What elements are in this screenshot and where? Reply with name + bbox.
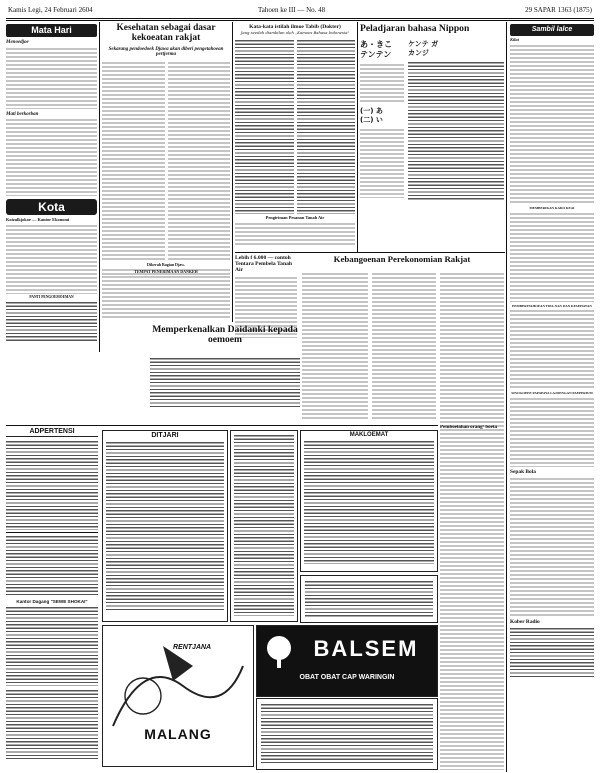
malang-ad: [102, 625, 254, 767]
pemboelahan-title: Pemboelahan orang² boeta: [440, 425, 498, 430]
column-5: [510, 22, 594, 772]
istilah-list-right: [297, 39, 356, 214]
nippon-vocabulary: [408, 61, 504, 201]
adpertensi-column: [6, 428, 98, 768]
mata-hari-header: Mata Hari: [6, 24, 97, 37]
section-mati-berkorban-body: [6, 118, 97, 196]
notice-lajoengan-body: [510, 397, 594, 467]
kebangoenan-col-a: [302, 272, 368, 420]
headline-kebangoenan: Kebangoenan Perekonomian Rakjat: [333, 255, 471, 264]
small-ad-right: [300, 575, 438, 623]
nippon-lesson-2: [360, 128, 404, 198]
nippon-lesson-1: [360, 63, 404, 103]
pemboelahan-title-block: [440, 425, 504, 437]
notice-kesehatan-body: [510, 309, 594, 389]
masthead: [8, 6, 592, 18]
subhead-kesehatan: Sekarang pendoedoek Djawa akan diberi pengetahoean pertjerma: [108, 46, 224, 58]
adpertensi-body-3: [6, 606, 98, 686]
ditjari-body: [106, 441, 224, 611]
masthead-date: Kamis Legi, 24 Februari 2604: [8, 6, 93, 14]
section-menoedjoe-body: [6, 47, 97, 109]
daidanki-body: [150, 357, 300, 407]
kebangoenan-body-b: [372, 272, 436, 420]
section-panti-title: PANTI PENGOEMOEMAN: [29, 294, 74, 299]
makloemat-ad: [300, 430, 438, 572]
kantor-dagang-title: Kantor Dagang "SEWE SHOKAI": [16, 598, 88, 604]
nippon-kana-1: あ・きこ テンテン: [360, 40, 392, 60]
bottom-classified-body: [261, 703, 433, 765]
adpertensi-title: ADPERTENSI: [6, 428, 98, 437]
ditjari-side-ad: [230, 430, 298, 622]
dankeh-body: [102, 275, 230, 319]
daidanki-body-block: [150, 357, 300, 407]
kilat-title: Kilat: [510, 37, 519, 42]
kober-radio-body: [510, 627, 594, 677]
column-3: [235, 22, 355, 252]
adpertensi-body-2: [6, 535, 98, 595]
sepak-bola-body: [510, 477, 594, 617]
pemboelahan-body-block: [440, 440, 504, 770]
balsem-ad: [256, 625, 438, 697]
kesehatan-body-left: [102, 61, 165, 261]
dankeh-title: TEMPAT PENERIMAAN DANKEH: [134, 270, 198, 274]
headline-kesehatan: Kesehatan sebagai dasar kekoeatan rakjat: [116, 23, 216, 43]
notice-kesehatan-title: PEMBERITAHOEAN TIPA-NAN DAN KESEHATAN: [512, 303, 592, 308]
notice-kado-title: MEMBERIKAN KADO KEAI: [529, 205, 575, 210]
makloemat-body: [304, 440, 434, 564]
headline-daidanki: Memperkenalkan Daidanki kepada oemoem: [152, 325, 298, 346]
section-koizalkjokoe-title: Koizalkjokoe — Kantor Ekonomi: [6, 217, 70, 222]
kebangoenan-body-a: [302, 272, 368, 420]
section-mati-berkorban-title: Mati berkorban: [6, 111, 39, 117]
kebangoenan-col-b: [372, 272, 436, 420]
pengiriman-title: Pengiriman Pesanan Tanah Air: [265, 214, 325, 220]
istilah-title: Kata-kata istilah ilmoe Tabib (Dokter): [249, 24, 341, 30]
balsem-brand: BALSEM: [313, 636, 419, 661]
kesehatan-body-right: [168, 61, 231, 261]
kober-radio-title: Kober Radio: [510, 618, 540, 625]
nippon-kana-2: (一) あ (二) い: [360, 107, 383, 125]
pengiriman-body: [235, 222, 355, 246]
makloemat-title: MAKLOEMAT: [349, 432, 389, 438]
sepak-bola-title: Sepak Bola: [510, 469, 536, 476]
daidanki-headline-block: [150, 325, 300, 355]
section-menoedjoe-title: Menoedjoe: [6, 40, 29, 45]
masthead-edition: Tahoen ke III — No. 48: [258, 6, 326, 14]
notice-kado-body: [510, 212, 594, 302]
istilah-list-left: [235, 39, 294, 214]
notice-lajoengan-title: SINOGOEEE PAPAPAYA LAJOENGAN PAEPERIUM: [511, 391, 593, 396]
adpertensi-body-4: [6, 689, 98, 759]
ditjari-ad: [102, 430, 228, 622]
subsection-dikerah: Dikerah Bagian Djaw.: [147, 261, 185, 267]
malang-label: MALANG: [144, 726, 212, 742]
ditjari-title: DITJARI: [151, 432, 179, 439]
headline-nippon: Peladjaran bahasa Nippon: [360, 23, 470, 34]
istilah-subtitle: Jang seedah diambilan oleh „Kamoes Bahasa Indonesia": [240, 30, 350, 36]
masthead-hijri-date: 29 SAPAR 1363 (1875): [525, 6, 592, 14]
kilat-body: [510, 44, 594, 204]
dankeh-block: [102, 270, 230, 322]
ditjari-side-body: [234, 434, 294, 616]
pemboelahan-body: [440, 440, 504, 770]
kebangoenan-headline-block: [300, 255, 504, 269]
nippon-kana-3: ケンテ ガ カンジ: [408, 40, 439, 58]
column-4: [360, 22, 504, 252]
sambil-lalu-header: Sambil lalce: [510, 24, 594, 36]
section-panti-body: [6, 301, 97, 341]
rentjana-label: RENTJANA: [173, 644, 212, 651]
bottom-classified: [256, 698, 438, 770]
adpertensi-body-1: [6, 440, 98, 530]
waringin-tree-icon: [263, 634, 295, 670]
kota-header: Kota: [6, 199, 97, 215]
section-koizalkjokoe-body: [6, 224, 97, 294]
column-1: [6, 22, 97, 352]
lebih-headline: Lebih f 6.000 — contoh Tentara Pembela Tanah Air: [235, 255, 292, 274]
small-ad-right-body: [305, 580, 433, 618]
balsem-slogan: OBAT OBAT CAP WARINGIN: [299, 674, 395, 681]
